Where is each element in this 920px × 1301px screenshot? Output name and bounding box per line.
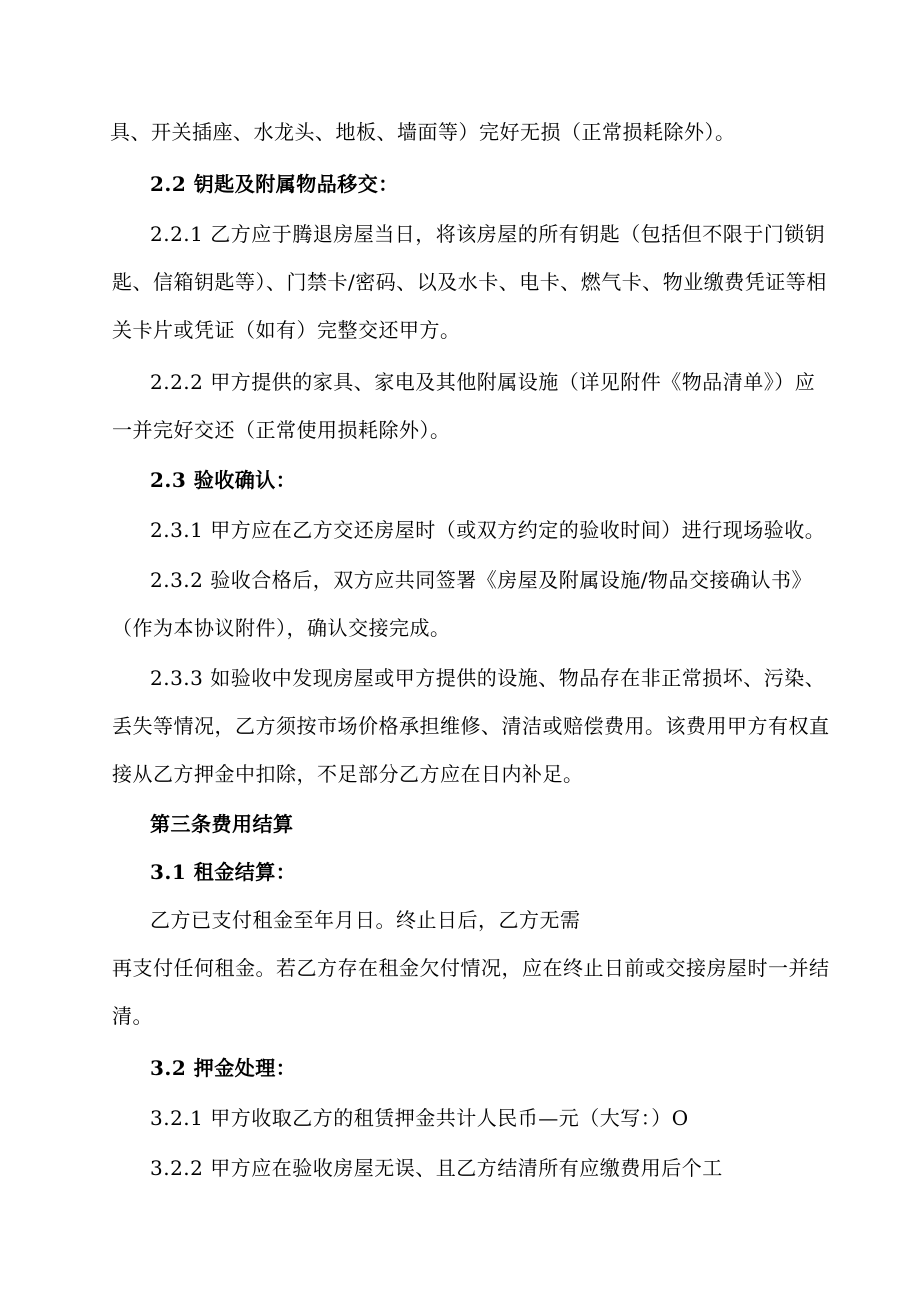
section-heading-2-3: 2.3 验收确认： <box>150 468 297 492</box>
paragraph-line: 具、开关插座、水龙头、地板、墙面等）完好无损（正常损耗除外）。 <box>110 120 736 144</box>
paragraph-line: 2.3.3 如验收中发现房屋或甲方提供的设施、物品存在非正常损坏、污染、 <box>150 666 826 690</box>
paragraph-line: 一并完好交还（正常使用损耗除外）。 <box>112 418 451 442</box>
paragraph-line: 丢失等情况，乙方须按市场价格承担维修、清洁或赔偿费用。该费用甲方有权直 <box>112 714 830 738</box>
paragraph-line: 2.2.2 甲方提供的家具、家电及其他附属设施（详见附件《物品清单》）应 <box>150 370 816 394</box>
paragraph-line: 再支付任何租金。若乙方存在租金欠付情况，应在终止日前或交接房屋时一并结 <box>112 956 830 980</box>
section-heading-3-2: 3.2 押金处理： <box>150 1056 297 1080</box>
paragraph-line: （作为本协议附件），确认交接完成。 <box>112 616 451 640</box>
paragraph-line: 2.3.1 甲方应在乙方交还房屋时（或双方约定的验收时间）进行现场验收。 <box>150 518 826 542</box>
paragraph-line: 3.2.2 甲方应在验收房屋无误、且乙方结清所有应缴费用后个工 <box>150 1156 723 1180</box>
article-heading-3: 第三条费用结算 <box>150 812 294 836</box>
paragraph-line: 2.2.1 乙方应于腾退房屋当日，将该房屋的所有钥匙（包括但不限于门锁钥 <box>150 222 826 246</box>
section-heading-2-2: 2.2 钥匙及附属物品移交： <box>150 172 399 196</box>
paragraph-line: 2.3.2 验收合格后，双方应共同签署《房屋及附属设施/物品交接确认书》 <box>150 568 812 592</box>
paragraph-line: 匙、信箱钥匙等）、门禁卡/密码、以及水卡、电卡、燃气卡、物业缴费凭证等相 <box>112 270 827 294</box>
paragraph-line: 3.2.1 甲方收取乙方的租赁押金共计人民币—元（大写：）O <box>150 1106 689 1130</box>
paragraph-line: 乙方已支付租金至年月日。终止日后，乙方无需 <box>150 908 581 932</box>
paragraph-line: 接从乙方押金中扣除，不足部分乙方应在日内补足。 <box>112 762 584 786</box>
paragraph-line: 关卡片或凭证（如有）完整交还甲方。 <box>112 318 461 342</box>
paragraph-line: 清。 <box>112 1004 153 1028</box>
section-heading-3-1: 3.1 租金结算： <box>150 860 297 884</box>
